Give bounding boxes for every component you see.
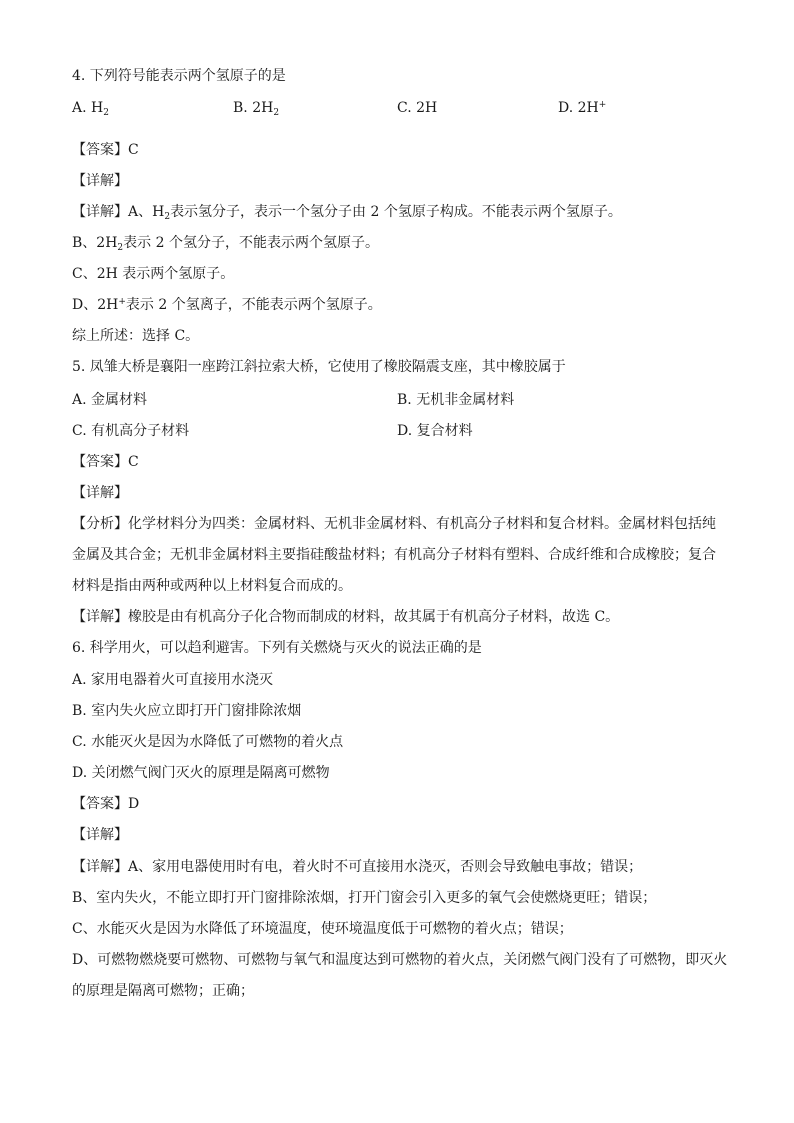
q6-detail-line: 【详解】A、家用电器使用时有电，着火时不可直接用水浇灭，否则会导致触电事故；错误；: [72, 859, 643, 875]
q5-analysis-line: 金属及其合金；无机非金属材料主要指硅酸盐材料；有机高分子材料有塑料、合成纤维和合成橡胶；复合: [72, 547, 716, 563]
q6-detail-line: C、水能灭火是因为水降低了环境温度，使环境温度低于可燃物的着火点；错误；: [72, 921, 573, 937]
q6-option-c: C. 水能灭火是因为水降低了可燃物的着火点: [72, 734, 344, 750]
q4-detail-line: B、$2H_2$表示 2 个氢分子，不能表示两个氢原子。: [72, 235, 379, 253]
q4-stem: 4. 下列符号能表示两个氢原子的是: [72, 68, 286, 84]
q4-detail-title: 【详解】: [72, 173, 128, 189]
q4-detail-line: D、2H+表示 2 个氢离子，不能表示两个氢原子。: [72, 297, 382, 313]
q6-answer: 【答案】D: [72, 796, 140, 812]
q4-option-c: C. 2H: [397, 100, 438, 116]
q4-option-d: D. 2H+: [558, 100, 607, 116]
q5-analysis-line: 【分析】化学材料分为四类：金属材料、无机非金属材料、有机高分子材料和复合材料。金属材料包括纯: [72, 516, 716, 532]
q4-option-a: A. $H_2$: [72, 100, 109, 118]
q6-detail-line: B、室内失火，不能立即打开门窗排除浓烟，打开门窗会引入更多的氧气会使燃烧更旺；错误；: [72, 890, 657, 906]
q4-summary: 综上所述：选择 C。: [72, 328, 200, 344]
q5-stem: 5. 凤雏大桥是襄阳一座跨江斜拉索大桥，它使用了橡胶隔震支座，其中橡胶属于: [72, 359, 566, 375]
q5-detail-title: 【详解】: [72, 485, 128, 501]
q5-answer: 【答案】C: [72, 454, 139, 470]
q5-analysis-line: 材料是指由两种或两种以上材料复合而成的。: [72, 578, 352, 594]
q6-detail-line: 的原理是隔离可燃物；正确；: [72, 983, 254, 999]
q5-option-b: B. 无机非金属材料: [397, 392, 515, 408]
q4-detail-line: C、2H 表示两个氢原子。: [72, 266, 235, 282]
q5-option-a: A. 金属材料: [72, 392, 148, 408]
q5-option-d: D. 复合材料: [397, 423, 473, 439]
q4-answer: 【答案】C: [72, 142, 139, 158]
q5-detail-line: 【详解】橡胶是由有机高分子化合物而制成的材料，故其属于有机高分子材料，故选 C。: [72, 609, 620, 625]
q4-option-b: B. $2H_2$: [233, 100, 280, 118]
q6-option-a: A. 家用电器着火可直接用水浇灭: [72, 672, 274, 688]
q6-detail-line: D、可燃物燃烧要可燃物、可燃物与氧气和温度达到可燃物的着火点，关闭燃气阀门没有了可燃物，即灭火: [72, 952, 728, 968]
q6-stem: 6. 科学用火，可以趋利避害。下列有关燃烧与灭火的说法正确的是: [72, 640, 482, 656]
q5-option-c: C. 有机高分子材料: [72, 423, 190, 439]
q6-detail-title: 【详解】: [72, 827, 128, 843]
q4-detail-line: 【详解】A、$H_2$表示氢分子，表示一个氢分子由 2 个氢原子构成。不能表示两个氢原子。: [72, 204, 622, 222]
q6-option-d: D. 关闭燃气阀门灭火的原理是隔离可燃物: [72, 765, 330, 781]
q6-option-b: B. 室内失火应立即打开门窗排除浓烟: [72, 703, 302, 719]
